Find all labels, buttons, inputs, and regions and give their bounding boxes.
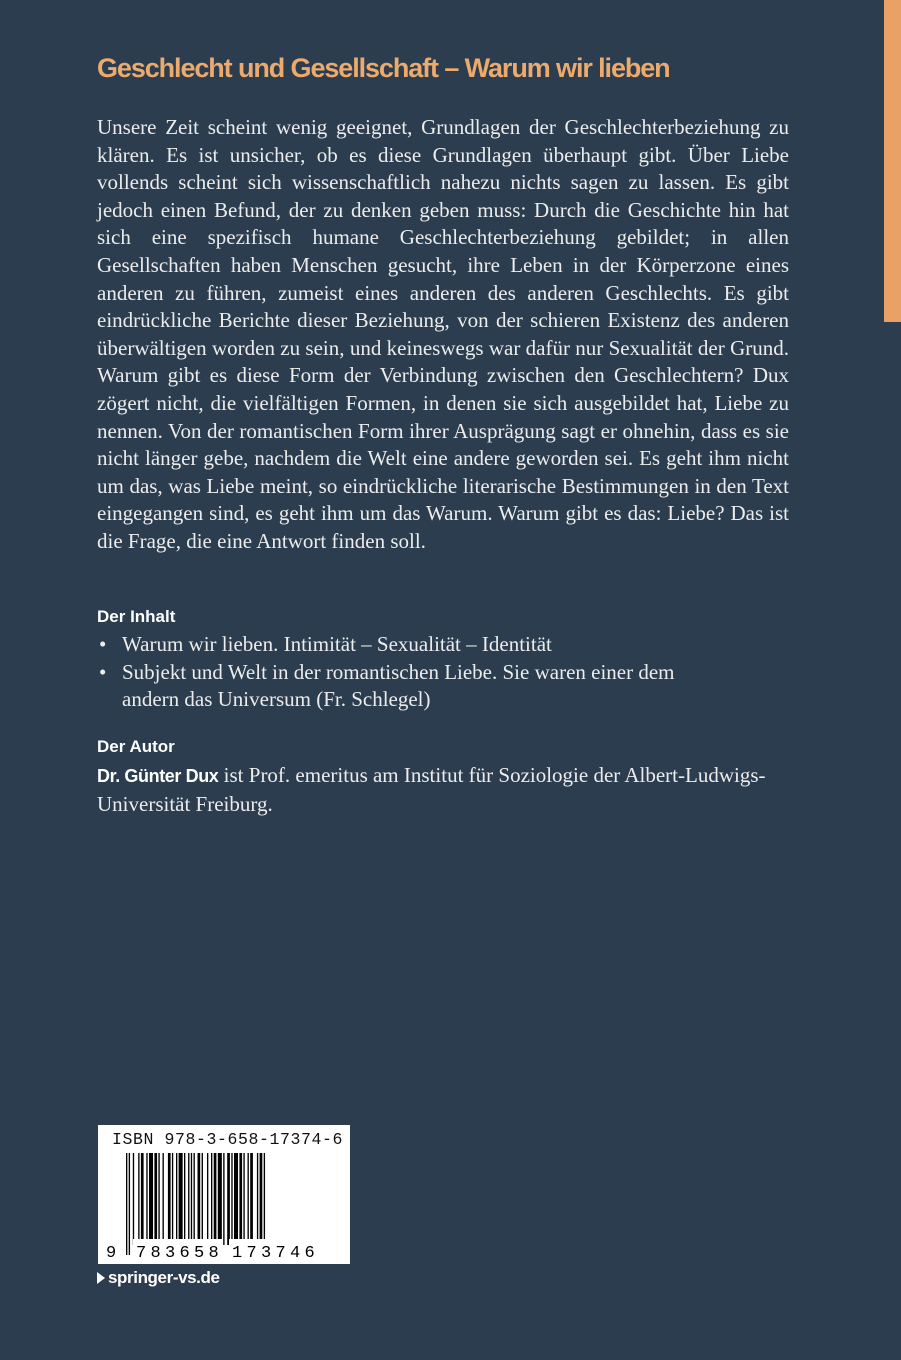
isbn-barcode bbox=[98, 1125, 350, 1264]
barcode-right-digits: 173746 bbox=[232, 1244, 320, 1263]
contents-heading: Der Inhalt bbox=[97, 607, 176, 626]
bullet-icon: • bbox=[99, 632, 107, 656]
orange-accent-strip bbox=[884, 0, 901, 322]
triangle-right-icon bbox=[97, 1272, 105, 1284]
bullet-icon: • bbox=[99, 659, 107, 684]
barcode-left-digits: 783658 bbox=[136, 1244, 224, 1263]
publisher-link-label: springer-vs.de bbox=[108, 1268, 220, 1287]
blurb-paragraph: Unsere Zeit scheint wenig geeignet, Grundlagen der Geschlechterbeziehung zu klären. Es ist unsicher, ob es diese Grundlagen überhaupt gibt. Über Liebe vollends scheint sich wissenschaftlich nahezu nichts sagen zu lassen. Es gibt jedoch einen Befund, der zu denken geben muss: Durch die Geschichte hin hat sich eine spezifisch humane Geschlechterbeziehung gebildet; in allen Gesellschaften haben Menschen gesucht, ihre Leben in der Körperzone eines anderen zu führen, zumeist eines anderen des anderen Geschlechts. Es gibt eindrückliche Berichte dieser Beziehung, von der schieren Existenz des anderen überwältigen worden zu sein, und keineswegs war dafür nur Sexualität der Grund. Warum gibt es diese Form der Verbindung zwischen den Geschlechtern? Dux zögert nicht, die vielfältigen Formen, in denen sie sich ausgebildet hat, Liebe zu nennen. Von der romantischen Form ihrer Ausprägung sagt er ohnehin, dass es sie nicht länger gebe, nachdem die Welt eine andere geworden sei. Es geht ihm nicht um das, was Liebe meint, so eindrückliche literarische Bestimmungen in den Text eingegangen sind, es geht ihm um das Warum. Warum gibt es das: Liebe? Das ist die Frage, die eine Antwort finden soll. bbox=[97, 115, 789, 553]
book-title: Geschlecht und Gesellschaft – Warum wir lieben bbox=[97, 53, 670, 83]
barcode-first-digit: 9 bbox=[106, 1244, 117, 1263]
author-bio: Dr. Günter Dux ist Prof. emeritus am Institut für Soziologie der Albert-Ludwigs-Universität Freiburg. bbox=[97, 763, 766, 816]
publisher-link[interactable] bbox=[97, 1268, 220, 1288]
contents-list bbox=[97, 631, 797, 714]
author-name: Dr. Günter Dux bbox=[97, 766, 219, 786]
barcode-graphic bbox=[98, 1125, 350, 1264]
contents-item: • Subjekt und Welt in der romantischen Liebe. Sie waren einer dem andern das Universum (Fr. Schlegel) bbox=[99, 659, 675, 711]
author-heading: Der Autor bbox=[97, 737, 175, 756]
contents-item: • Warum wir lieben. Intimität – Sexualität – Identität bbox=[97, 631, 797, 659]
isbn-label: ISBN 978-3-658-17374-6 bbox=[112, 1130, 344, 1149]
